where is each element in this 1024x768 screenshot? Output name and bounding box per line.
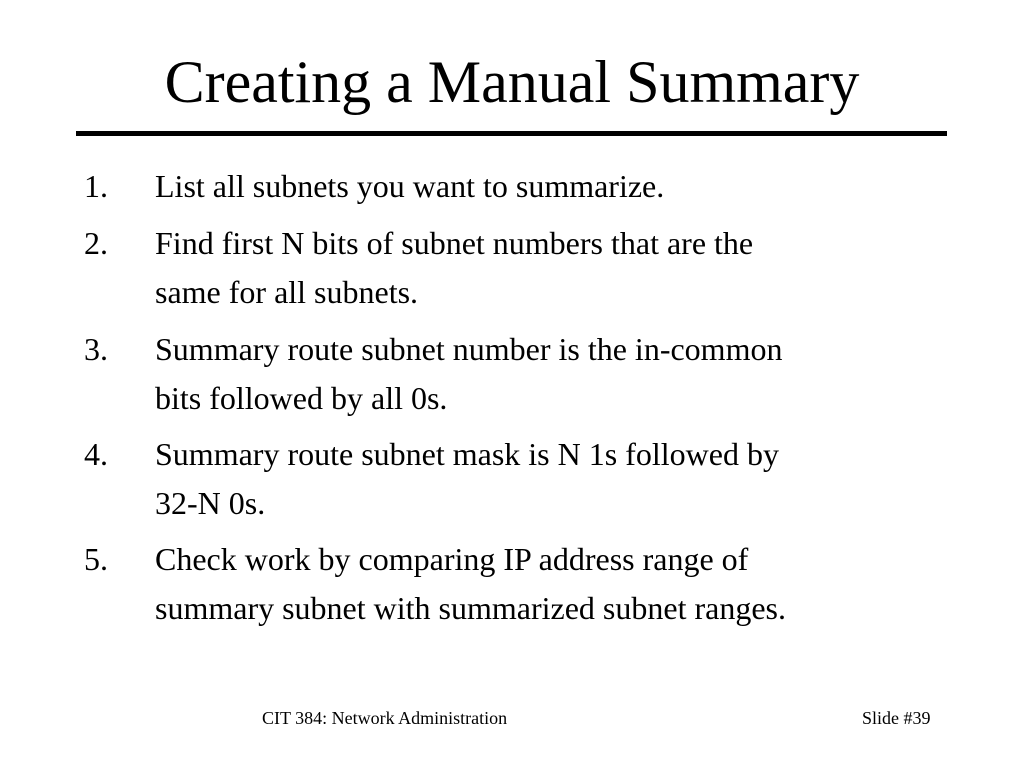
list-item-text: Find first N bits of subnet numbers that are the (155, 225, 754, 261)
list-item-number: 1. (84, 168, 108, 204)
list-item-text: Summary route subnet mask is N 1s followed by (155, 436, 779, 472)
title-underline (76, 131, 947, 136)
list-item-text: 32-N 0s. (155, 485, 266, 521)
list-item-number: 2. (84, 225, 108, 261)
list-item-number: 5. (84, 541, 108, 577)
list-item-text: summary subnet with summarized subnet ranges. (155, 590, 786, 626)
footer-slide-number: Slide #39 (862, 708, 931, 728)
list-item-text: List all subnets you want to summarize. (155, 168, 665, 204)
list-item-text: bits followed by all 0s. (155, 380, 448, 416)
footer-course: CIT 384: Network Administration (262, 708, 508, 728)
list-item-text: Check work by comparing IP address range of (155, 541, 749, 577)
list-item-text: same for all subnets. (155, 274, 419, 310)
slide-title: Creating a Manual Summary (164, 49, 860, 115)
list-item-text: Summary route subnet number is the in-common (155, 331, 783, 367)
list-item-number: 4. (84, 436, 108, 472)
list-item-number: 3. (84, 331, 108, 367)
